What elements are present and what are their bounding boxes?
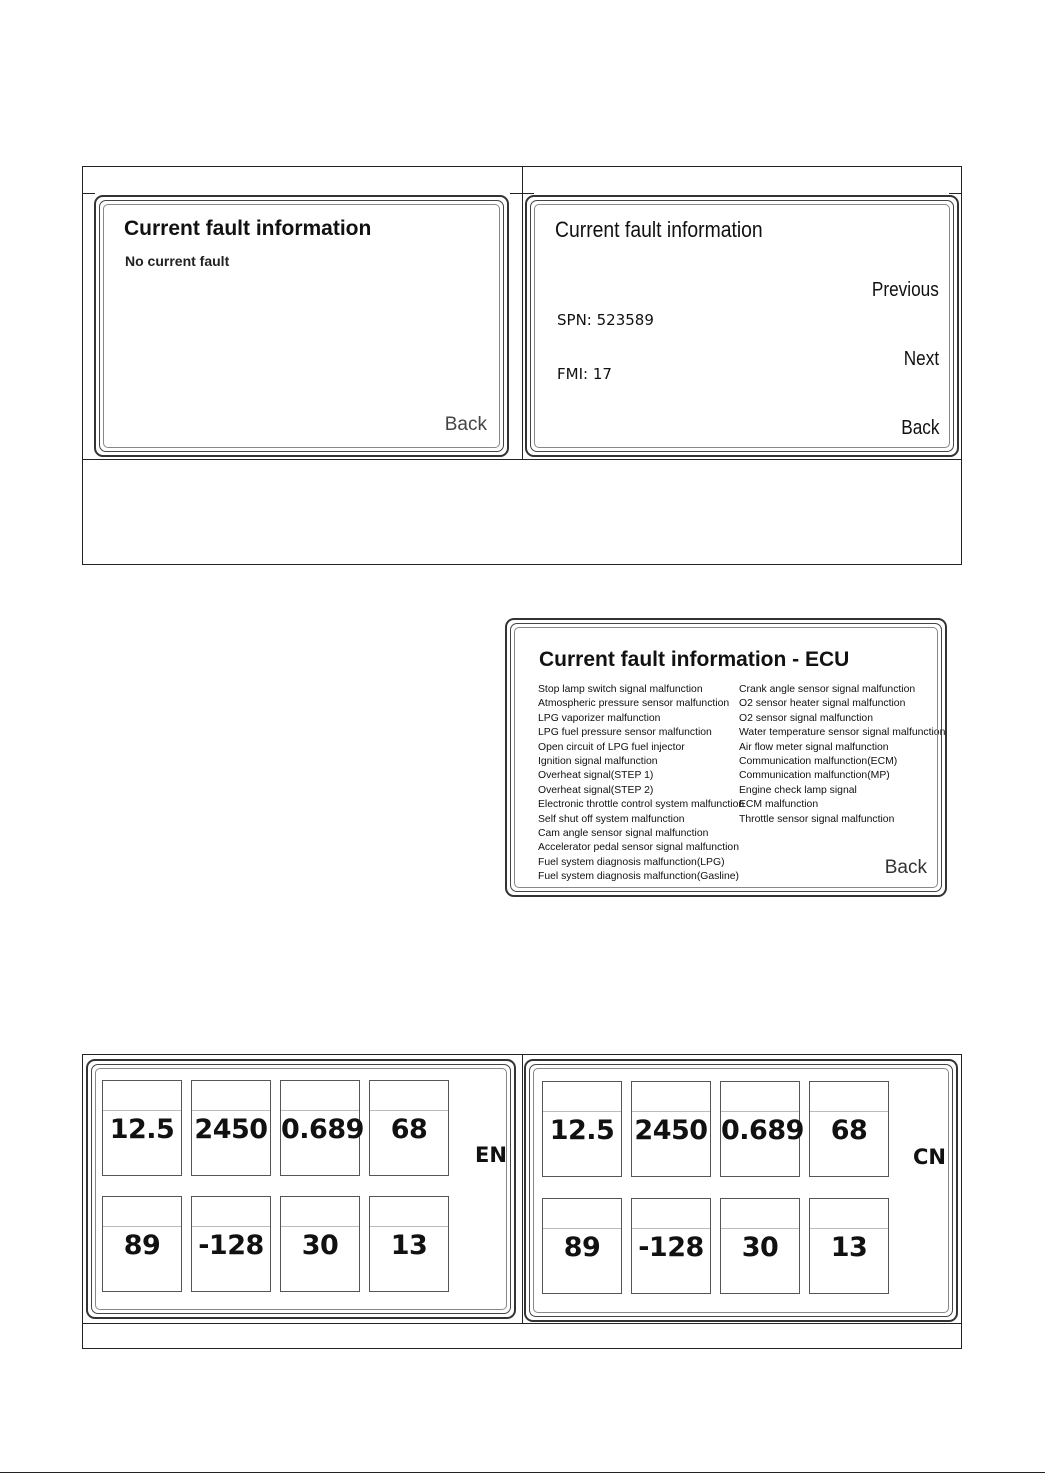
fault-item: Communication malfunction(ECM) — [739, 756, 898, 768]
back-button[interactable]: Back — [900, 417, 939, 439]
cell-divider — [810, 1111, 888, 1112]
table-divider — [83, 1323, 961, 1324]
cell-divider — [103, 1226, 181, 1227]
cell-divider — [370, 1110, 448, 1111]
fault-item: Fuel system diagnosis malfunction(LPG) — [538, 856, 725, 868]
gauge-value: 13 — [830, 1232, 868, 1263]
no-fault-screen — [94, 195, 509, 457]
language-label: CN — [913, 1145, 946, 1169]
cell-divider — [632, 1228, 710, 1229]
dashboard-cn-screen — [524, 1059, 958, 1322]
previous-button[interactable]: Previous — [872, 279, 939, 301]
fault-item: Overheat signal(STEP 2) — [538, 784, 654, 796]
fmi-value: FMI: 17 — [557, 365, 612, 383]
fault-list-left — [538, 683, 744, 885]
fault-item: Open circuit of LPG fuel injector — [538, 741, 685, 753]
no-fault-message: No current fault — [125, 253, 230, 269]
fault-item: Atmospheric pressure sensor malfunction — [538, 698, 730, 710]
fault-item: Electronic throttle control system malfunction — [538, 799, 745, 811]
fault-item: Water temperature sensor signal malfunction — [739, 727, 946, 739]
gauge-cell — [280, 1196, 360, 1292]
gauge-value: 89 — [563, 1232, 601, 1263]
gauge-value: 89 — [123, 1230, 161, 1261]
gauge-cell — [280, 1080, 364, 1176]
fault-item: LPG vaporizer malfunction — [538, 712, 661, 724]
fault-item: ECM malfunction — [739, 799, 819, 811]
gauge-cell — [542, 1081, 622, 1177]
dashboard-en-screen — [86, 1059, 516, 1319]
fault-item: Engine check lamp signal — [739, 784, 857, 796]
gauge-cell — [102, 1080, 182, 1176]
screen-title: Current fault information — [124, 217, 372, 240]
cell-divider — [103, 1110, 181, 1111]
screen-title: Current fault information — [555, 217, 763, 242]
gauge-cell — [191, 1196, 271, 1292]
back-button[interactable]: Back — [444, 414, 487, 435]
page-footer-rule — [0, 1472, 1045, 1473]
fault-item: Fuel system diagnosis malfunction(Gasline) — [538, 871, 739, 883]
fault-item: Crank angle sensor signal malfunction — [739, 684, 916, 695]
gauge-value: 30 — [741, 1232, 779, 1263]
cell-divider — [543, 1228, 621, 1229]
fault-item: Throttle sensor signal malfunction — [739, 813, 895, 825]
gauge-value: 30 — [301, 1230, 339, 1261]
gauge-value: 0.689 — [721, 1115, 804, 1146]
fault-list-right — [739, 683, 945, 827]
gauge-cell — [369, 1080, 449, 1176]
cell-divider — [281, 1110, 359, 1111]
gauge-cell — [631, 1198, 711, 1294]
fault-item: O2 sensor heater signal malfunction — [739, 698, 906, 710]
gauge-cell — [809, 1198, 889, 1294]
fault-item: Ignition signal malfunction — [538, 756, 658, 768]
table-divider — [522, 167, 523, 459]
back-button[interactable]: Back — [884, 857, 927, 878]
fault-item: Air flow meter signal malfunction — [739, 741, 889, 753]
cell-divider — [810, 1228, 888, 1229]
table-tick — [949, 193, 961, 194]
spn-value: SPN: 523589 — [557, 311, 654, 329]
cell-divider — [192, 1226, 270, 1227]
fault-detail-screen — [525, 195, 959, 457]
cell-divider — [632, 1111, 710, 1112]
gauge-cell — [542, 1198, 622, 1294]
gauge-value: 68 — [390, 1114, 428, 1145]
fault-item: Accelerator pedal sensor signal malfunction — [538, 842, 739, 854]
table-divider — [83, 459, 961, 460]
cell-divider — [370, 1226, 448, 1227]
gauge-cell — [191, 1080, 271, 1176]
table-tick — [83, 193, 95, 194]
gauge-value: -128 — [638, 1232, 704, 1263]
gauge-value: 12.5 — [109, 1114, 175, 1145]
fault-item: Self shut off system malfunction — [538, 813, 685, 825]
gauge-value: 2450 — [634, 1115, 708, 1146]
fault-item: Communication malfunction(MP) — [739, 770, 890, 782]
gauge-cell — [720, 1198, 800, 1294]
gauge-value: -128 — [198, 1230, 264, 1261]
gauge-cell — [809, 1081, 889, 1177]
fault-item: Cam angle sensor signal malfunction — [538, 828, 709, 840]
table-tick — [510, 193, 534, 194]
fault-item: Overheat signal(STEP 1) — [538, 770, 654, 782]
gauge-value: 2450 — [194, 1114, 268, 1145]
cell-divider — [721, 1111, 799, 1112]
fault-item: O2 sensor signal malfunction — [739, 712, 873, 724]
cell-divider — [543, 1111, 621, 1112]
fault-item: Stop lamp switch signal malfunction — [538, 684, 703, 695]
gauge-cell — [369, 1196, 449, 1292]
fault-item: LPG fuel pressure sensor malfunction — [538, 727, 712, 739]
cell-divider — [192, 1110, 270, 1111]
gauge-cell — [720, 1081, 804, 1177]
gauge-value: 12.5 — [549, 1115, 615, 1146]
gauge-value: 13 — [390, 1230, 428, 1261]
table-divider — [522, 1055, 523, 1323]
gauge-value: 0.689 — [281, 1114, 364, 1145]
gauge-cell — [631, 1081, 711, 1177]
next-button[interactable]: Next — [903, 348, 939, 370]
ecu-fault-screen — [505, 618, 947, 897]
cell-divider — [281, 1226, 359, 1227]
gauge-cell — [102, 1196, 182, 1292]
screen-title: Current fault information - ECU — [539, 648, 850, 671]
cell-divider — [721, 1228, 799, 1229]
language-label: EN — [475, 1143, 507, 1167]
gauge-value: 68 — [830, 1115, 868, 1146]
